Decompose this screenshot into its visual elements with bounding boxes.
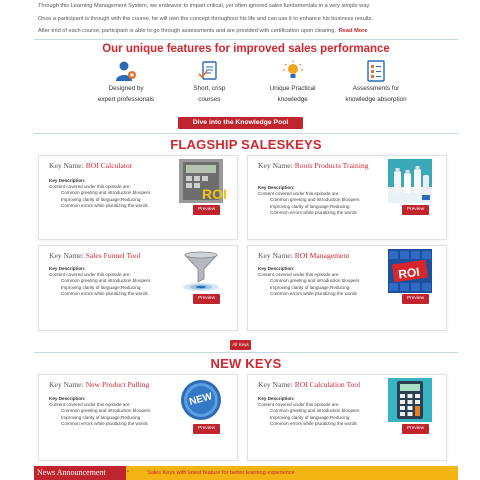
svg-text:NEW: NEW — [188, 391, 214, 408]
preview-button[interactable]: Preview — [402, 424, 429, 434]
feature-label: knowledge absorption — [345, 95, 407, 103]
key-name: Key Name: ROI Calculator — [49, 161, 133, 170]
key-name-link[interactable]: ROI Calculation Tool — [294, 380, 361, 389]
feature-item — [253, 60, 333, 105]
feature-item — [169, 60, 249, 105]
intro-line: Through this Learning Management System, we endeavor to impart critical, yet often ignored sales fundamentals in a very simple way. — [38, 3, 371, 9]
all-keys-button[interactable]: All Keys — [230, 340, 251, 350]
intro-text — [38, 0, 458, 38]
preview-button[interactable]: Preview — [193, 424, 220, 434]
calculator-image — [388, 378, 432, 422]
key-description-label: Key Description: — [49, 266, 86, 271]
key-name-link[interactable]: ROI Management — [294, 251, 350, 260]
news-ticker-text[interactable]: Sales Keys with latest feature for better learning experience — [147, 470, 295, 476]
key-description-label: Key Description: — [49, 178, 86, 183]
key-name-link[interactable]: ROI Calculator — [85, 161, 133, 170]
divider — [34, 39, 458, 40]
key-name: Key Name: ROI Management — [258, 251, 350, 260]
checklist-icon — [197, 60, 221, 82]
funnel-image — [179, 249, 223, 293]
key-card — [38, 155, 238, 240]
key-description: Content covered under this episode are: Common greeting and introduction bloopers Improving clarity of language;Reducing Common errors while pluralizing the words — [258, 402, 360, 426]
feature-item — [336, 60, 416, 105]
feature-label: expert professionals — [97, 95, 155, 103]
dive-knowledge-pool-button[interactable]: Dive into the Knowledge Pool — [178, 117, 303, 129]
new-keys-title: NEW KEYS — [210, 356, 282, 371]
divider — [34, 352, 458, 353]
user-gear-icon — [114, 60, 138, 82]
key-description: Content covered under this episode are: Common greeting and introduction bloopers Improving clarity of language;Reducing Common errors while pluralizing the words — [258, 191, 360, 215]
preview-button[interactable]: Preview — [402, 205, 429, 215]
key-name-link[interactable]: Roots Products Training — [294, 161, 369, 170]
roi-calculator-image — [179, 159, 227, 203]
features-row — [86, 60, 416, 105]
feature-label: Designed by — [108, 85, 144, 92]
key-description-label: Key Description: — [258, 185, 295, 190]
key-card — [247, 374, 447, 461]
key-name: Key Name: Sales Funnel Tool — [49, 251, 141, 260]
key-description-label: Key Description: — [49, 396, 86, 401]
news-announcement-bar — [34, 466, 458, 480]
feature-label: Assessments for — [352, 85, 400, 92]
new-badge-image — [179, 378, 223, 422]
flagship-title: FLAGSHIP SALESKEYS — [170, 137, 322, 152]
news-label: News Announcement — [34, 466, 126, 480]
key-card — [38, 374, 238, 461]
svg-text:ROI: ROI — [202, 186, 227, 202]
feature-label: courses — [198, 95, 221, 103]
lightbulb-icon — [281, 60, 305, 82]
key-card — [247, 245, 447, 331]
key-description: Content covered under this episode are: Common greeting and introduction bloopers Improving clarity of language;Reducing Common errors while pluralizing the words — [49, 272, 151, 296]
divider — [34, 133, 458, 134]
key-description-label: Key Description: — [258, 396, 295, 401]
product-bottles-image — [388, 159, 432, 203]
key-card — [38, 245, 238, 331]
feature-label: knowledge — [277, 95, 308, 103]
preview-button[interactable]: Preview — [402, 294, 429, 304]
intro-line: After end of each course, participant is able to go through assessments and are provided with certification upon clearing. Read More — [38, 28, 368, 34]
svg-text:ROI: ROI — [397, 264, 421, 282]
key-name: Key Name: New Product Pulling — [49, 380, 150, 389]
assessment-icon — [364, 60, 388, 82]
intro-line: Once a participant is through with the course, he will own the concept throughout his life and can use it to enhance his business results. — [38, 15, 373, 22]
key-description: Content covered under this episode are: Common greeting and introduction bloopers Improving clarity of language;Reducing Common errors while pluralizing the words — [49, 184, 151, 208]
read-more-link[interactable]: Read More — [338, 28, 368, 34]
roi-keyboard-image — [388, 249, 432, 293]
key-description-label: Key Description: — [258, 266, 295, 271]
key-card — [247, 155, 447, 240]
preview-button[interactable]: Preview — [193, 205, 220, 215]
feature-label: Short, crisp — [193, 85, 226, 92]
preview-button[interactable]: Preview — [193, 294, 220, 304]
feature-label: Unique Practical — [269, 85, 316, 92]
key-name: Key Name: ROI Calculation Tool — [258, 380, 361, 389]
bullet-icon: • — [127, 469, 129, 475]
feature-item — [86, 60, 166, 105]
key-name-link[interactable]: Sales Funnel Tool — [85, 251, 141, 260]
key-name: Key Name: Roots Products Training — [258, 161, 369, 170]
key-description: Content covered under this episode are: Common greeting and introduction bloopers Improving clarity of language;Reducing Common errors while pluralizing the words — [258, 272, 360, 296]
features-title: Our unique features for improved sales performance — [102, 43, 390, 55]
key-description: Content covered under this episode are: Common greeting and introduction bloopers Improving clarity of language;Reducing Common errors while pluralizing the words — [49, 402, 151, 426]
key-name-link[interactable]: New Product Pulling — [85, 380, 150, 389]
